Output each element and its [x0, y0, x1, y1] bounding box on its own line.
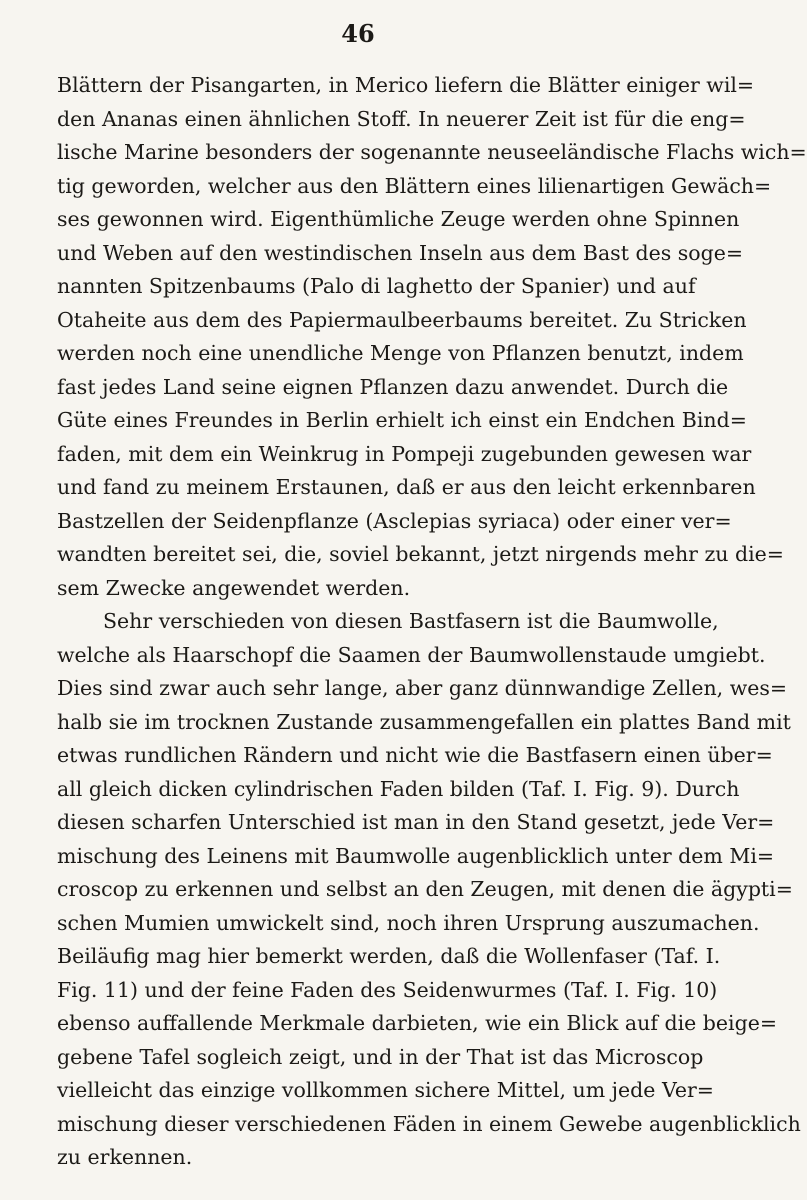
text-line: Güte eines Freundes in Berlin erhielt ich einst ein Endchen Bind=	[57, 408, 747, 432]
text-line: werden noch eine unendliche Menge von Pflanzen benutzt, indem	[57, 341, 744, 365]
text-line: und fand zu meinem Erstaunen, daß er aus den leicht erkennbaren	[57, 475, 756, 499]
text-line: wandten bereitet sei, die, soviel bekannt, jetzt nirgends mehr zu die=	[57, 542, 784, 566]
text-line: lische Marine besonders der sogenannte neuseeländische Flachs wich=	[57, 140, 807, 164]
text-line: zu erkennen.	[57, 1145, 193, 1169]
text-line: ses gewonnen wird. Eigenthümliche Zeuge werden ohne Spinnen	[57, 207, 740, 231]
text-line: all gleich dicken cylindrischen Faden bilden (Taf. I. Fig. 9). Durch	[57, 776, 740, 801]
text-line: Fig. 11) und der feine Faden des Seidenwurmes (Taf. I. Fig. 10)	[57, 977, 718, 1002]
text-line: halb sie im trocknen Zustande zusammengefallen ein plattes Band mit	[57, 709, 791, 734]
text-line: croscop zu erkennen und selbst an den Zeugen, mit denen die ägypti=	[57, 877, 793, 901]
text-line: welche als Haarschopf die Saamen der Baumwollenstaude umgiebt.	[57, 642, 766, 667]
text-line: faden, mit dem ein Weinkrug in Pompeji zugebunden gewesen war	[57, 441, 752, 466]
text-line: vielleicht das einzige vollkommen sichere Mittel, um jede Ver=	[57, 1078, 714, 1102]
text-line: Otaheite aus dem des Papiermaulbeerbaums bereitet. Zu Stricken	[57, 307, 747, 332]
text-line: schen Mumien umwickelt sind, noch ihren Ursprung auszumachen.	[57, 910, 760, 935]
text-line: Sehr verschieden von diesen Bastfasern ist die Baumwolle,	[103, 609, 719, 633]
paragraph-2	[57, 605, 801, 1175]
text-body	[57, 69, 807, 1175]
text-line: mischung des Leinens mit Baumwolle augenblicklich unter dem Mi=	[57, 843, 775, 868]
text-line: diesen scharfen Unterschied ist man in den Stand gesetzt, jede Ver=	[57, 810, 775, 834]
text-line: Dies sind zwar auch sehr lange, aber ganz dünnwandige Zellen, wes=	[57, 676, 788, 700]
text-line: gebene Tafel sogleich zeigt, und in der That ist das Microscop	[57, 1044, 704, 1069]
text-line: sem Zwecke angewendet werden.	[57, 575, 411, 600]
text-line: Blättern der Pisangarten, in Merico liefern die Blätter einiger wil=	[57, 73, 755, 97]
text-line: Beiläufig mag hier bemerkt werden, daß die Wollenfaser (Taf. I.	[57, 944, 721, 968]
paragraph-1	[57, 69, 807, 605]
text-line: mischung dieser verschiedenen Fäden in einem Gewebe augenblicklich	[57, 1111, 801, 1136]
text-line: ebenso auffallende Merkmale darbieten, wie ein Blick auf die beige=	[57, 1011, 778, 1035]
text-line: tig geworden, welcher aus den Blättern eines lilienartigen Gewäch=	[57, 173, 772, 198]
page-number: 46	[341, 19, 375, 48]
text-line: etwas rundlichen Rändern und nicht wie die Bastfasern einen über=	[57, 743, 773, 767]
text-line: den Ananas einen ähnlichen Stoff. In neuerer Zeit ist für die eng=	[57, 106, 746, 131]
text-line: Bastzellen der Seidenpflanze (Asclepias syriaca) oder einer ver=	[57, 508, 732, 533]
text-line: fast jedes Land seine eignen Pflanzen dazu anwendet. Durch die	[57, 374, 729, 399]
text-line: und Weben auf den westindischen Inseln aus dem Bast des soge=	[57, 240, 744, 265]
text-line: nannten Spitzenbaums (Palo di laghetto der Spanier) und auf	[57, 274, 696, 298]
